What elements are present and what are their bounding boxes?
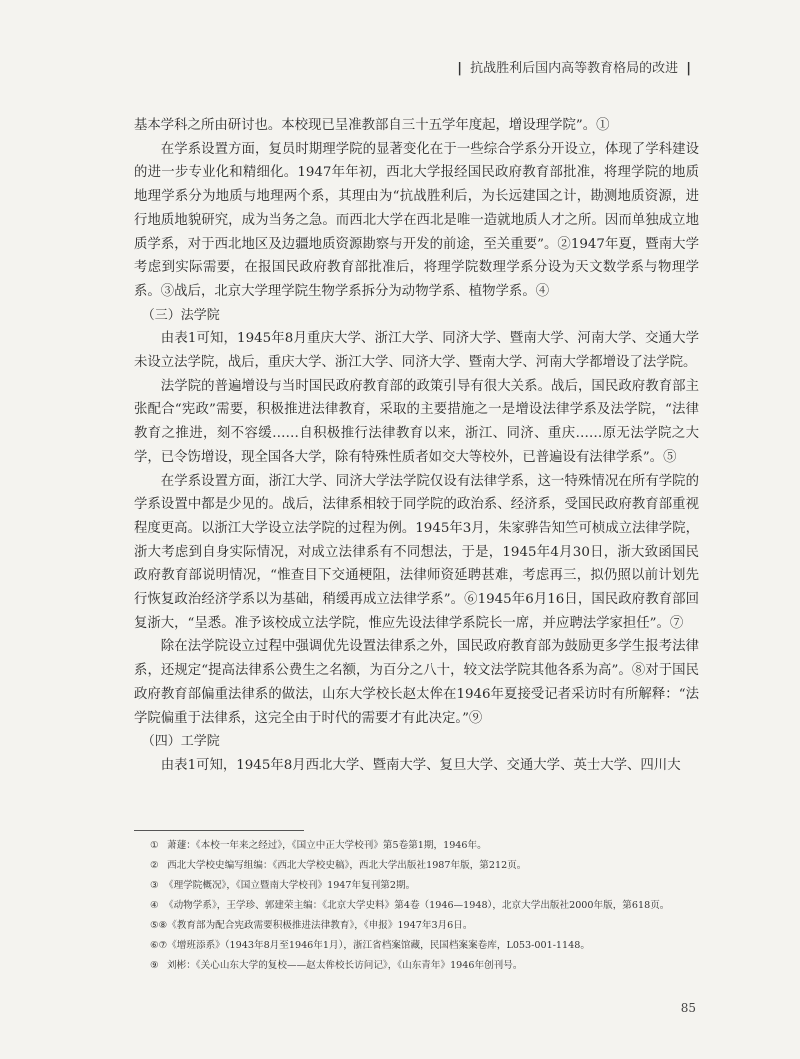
- main-text: [134, 114, 699, 778]
- running-header: [453, 57, 695, 76]
- footnote-mark: ④: [150, 900, 159, 911]
- footnote-text: 《增班添系》（1943年8月至1946年1月），浙江省档案馆藏，民国档案案卷库，L053-001-1148。: [167, 940, 590, 951]
- footnotes: [150, 836, 710, 976]
- header-bar-left: |: [457, 61, 462, 76]
- paragraph: 由表1可知，1945年8月西北大学、暨南大学、复旦大学、交通大学、英士大学、四川大: [160, 757, 681, 773]
- footnote-mark: ③: [150, 880, 159, 891]
- footnote-mark: ①: [150, 840, 159, 851]
- footnote-text: 刘彬：《关心山东大学的复校——赵太侔校长访问记》，《山东青年》1946年创刊号。: [167, 960, 523, 971]
- footnote: [150, 896, 710, 916]
- footnote-divider: [134, 830, 304, 831]
- paragraph: 在学系设置方面，浙江大学、同济大学法学院仅设有法律学系，这一特殊情况在所有学院的学系设置中都是少见的。战后，法律系相较于同学院的政治系、经济系，受国民政府教育部重视程度更高。以浙江大学设立法学院的过程为例。1945年3月，朱家骅告知竺可桢成立法律学院，浙大考虑到自身实际情况，对成立法律系有不同想法，于是，1945年4月30日，浙大致函国民政府教育部说明情况，“惟查目下交通梗阻，法律师资延聘甚难，考虑再三，拟仍照以前计划先行恢复政治经济学系以为基础，稍缓再成立法律学系”。⑥1945年6月16日，国民政府教育部回复浙大，“呈悉。准予该校成立法学院，惟应先设法律学系院长一席，并应聘法学家担任”。⑦: [134, 473, 699, 631]
- footnote-mark: ⑤⑧: [150, 920, 168, 931]
- paragraph-continued: 基本学科之所由研讨也。本校现已呈准教部自三十五学年度起，增设理学院”。①: [134, 118, 610, 133]
- footnote: [150, 876, 710, 896]
- header-title: 抗战胜利后国内高等教育格局的改进: [470, 61, 679, 76]
- footnote-text: 萧蘧：《本校一年来之经过》，《国立中正大学校刊》第5卷第1期，1946年。: [167, 840, 487, 851]
- footnote-mark: ②: [150, 860, 159, 871]
- section-heading-engineering-school: （四）工学院: [141, 734, 220, 750]
- footnote-mark: ⑨: [150, 960, 159, 971]
- footnote-text: 《动物学系》，王学珍、郭建荣主编：《北京大学史料》第4卷（1946—1948），北京大学出版社2000年版，第618页。: [164, 900, 670, 911]
- paragraph: 在学系设置方面，复员时期理学院的显著变化在于一些综合学系分开设立，体现了学科建设的进一步专业化和精细化。1947年年初，西北大学报经国民政府教育部批准，将理学院的地质地理学系分为地质与地理两个系，其理由为“抗战胜利后，为长远建国之计，勘测地质资源，进行地质地貌研究，成为当务之急。而西北大学在西北是唯一造就地质人才之所。因而单独成立地质学系，对于西北地区及边疆地质资源勘察与开发的前途，至关重要”。②1947年夏，暨南大学考虑到实际需要，在报国民政府教育部批准后，将理学院数理学系分设为天文数学系与物理学系。③战后，北京大学理学院生物学系拆分为动物学系、植物学系。④: [134, 141, 699, 299]
- footnote-mark: ⑥⑦: [150, 940, 168, 951]
- footnote-text: 西北大学校史编写组编：《西北大学校史稿》，西北大学出版社1987年版，第212页。: [167, 860, 527, 871]
- footnote: [150, 856, 710, 876]
- footnote-text: 《教育部为配合宪政需要积极推进法律教育》，《申报》1947年3月6日。: [167, 920, 473, 931]
- section-heading-law-school: （三）法学院: [141, 307, 220, 323]
- paragraph: 除在法学院设立过程中强调优先设置法律系之外，国民政府教育部为鼓励更多学生报考法律系，还规定“提高法律系公费生之名额，为百分之八十，较文法学院其他各系为高”。⑧对于国民政府教育部偏重法律系的做法，山东大学校长赵太侔在1946年夏接受记者采访时有所解释：“法学院偏重于法律系，这完全由于时代的需要才有此决定。”⑨: [134, 639, 699, 726]
- header-bar-right: |: [686, 61, 691, 76]
- footnote: [150, 836, 710, 856]
- footnote: [150, 916, 710, 936]
- footnote-text: 《理学院概况》，《国立暨南大学校刊》1947年复刊第2期。: [164, 880, 416, 891]
- paragraph: 法学院的普遍增设与当时国民政府教育部的政策引导有很大关系。战后，国民政府教育部主张配合“宪政”需要，积极推进法律教育，采取的主要措施之一是增设法律学系及法学院，“法律教育之推进，刻不容缓……自积极推行法律教育以来，浙江、同济、重庆……原无法学院之大学，已令饬增设，现全国各大学，除有特殊性质者如交大等校外，已普遍设有法律学系”。⑤: [134, 378, 699, 465]
- page-number: 85: [680, 1001, 696, 1015]
- footnote: [150, 936, 710, 956]
- footnote: [150, 956, 710, 976]
- paragraph: 由表1可知，1945年8月重庆大学、浙江大学、同济大学、暨南大学、河南大学、交通大学未设立法学院，战后，重庆大学、浙江大学、同济大学、暨南大学、河南大学都增设了法学院。: [134, 331, 699, 371]
